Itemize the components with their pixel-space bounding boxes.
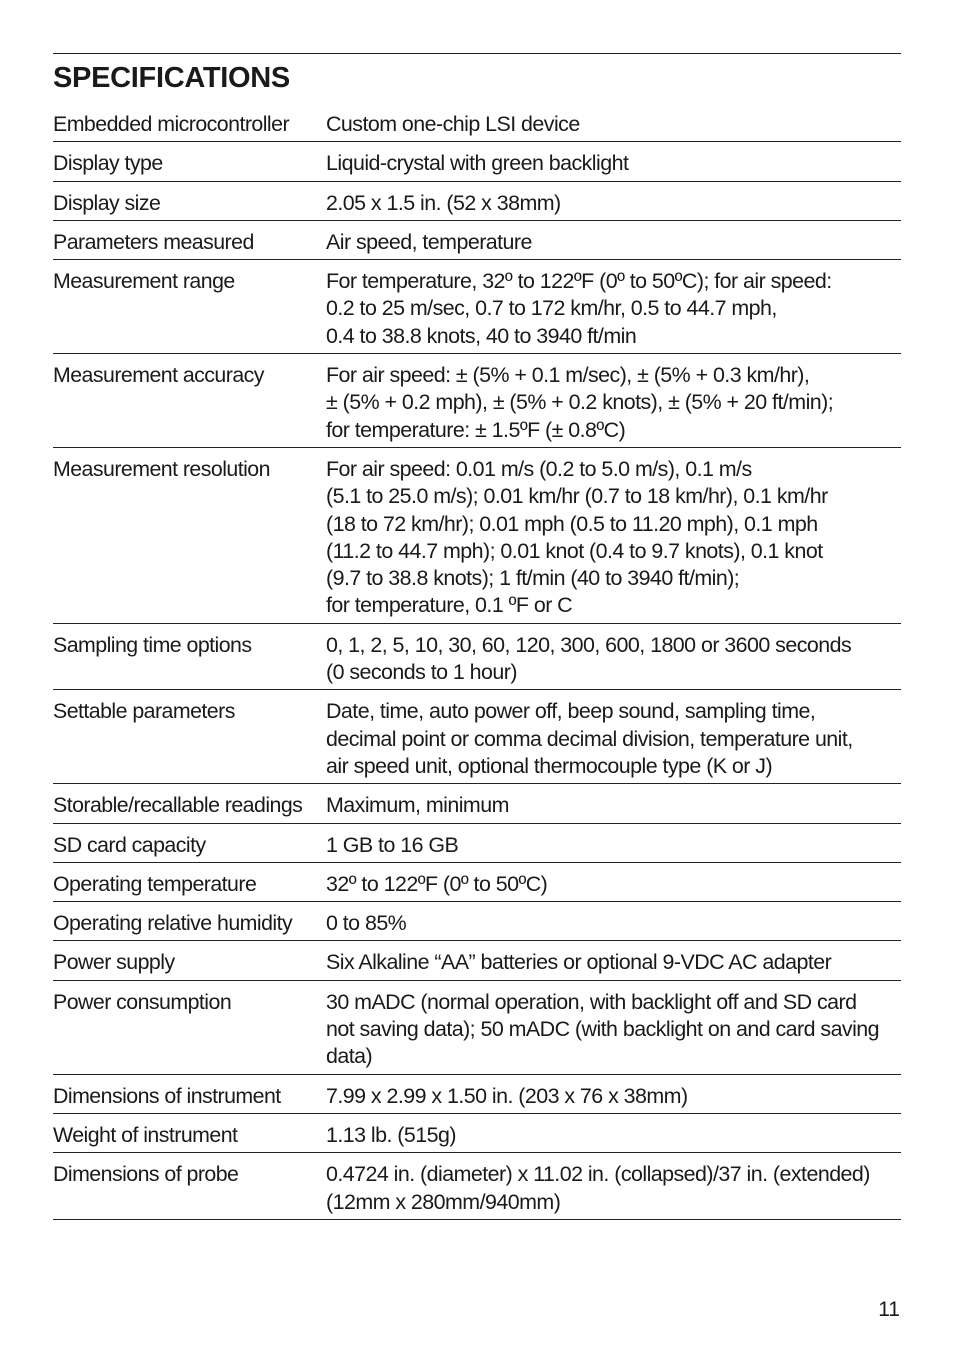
spec-label-cell <box>53 1153 326 1220</box>
spec-label-cell <box>53 690 326 784</box>
spec-label-cell <box>53 354 326 448</box>
spec-value-cell <box>326 941 901 980</box>
spec-value: Six Alkaline “AA” batteries or optional 9-VDC AC adapter <box>326 950 832 975</box>
spec-value: For air speed: 0.01 m/s (0.2 to 5.0 m/s), 0.1 m/s (5.1 to 25.0 m/s); 0.01 km/hr (0.7 to 18 km/hr), 0.1 km/hr (18 to 72 km/hr); 0.01 mph (0.5 to 11.20 mph), 0.1 mph (11.2 to 44.7 mph); 0.01 knot (0.4 to 9.7 knots), 0.1 knot (9.7 to 38.8 knots); 1 ft/min (40 to 3940 ft/min); for temperature, 0.1 ºF or C <box>326 456 828 618</box>
table-row <box>53 354 901 448</box>
table-row <box>53 941 901 980</box>
spec-value-cell <box>326 142 901 181</box>
spec-label: Parameters measured <box>53 229 254 254</box>
spec-label-cell <box>53 447 326 623</box>
spec-label: Storable/recallable readings <box>53 793 303 818</box>
spec-label: Measurement range <box>53 269 235 294</box>
spec-label-cell <box>53 1074 326 1113</box>
table-row <box>53 862 901 901</box>
spec-label-cell <box>53 784 326 823</box>
table-row <box>53 181 901 220</box>
table-row <box>53 142 901 181</box>
table-row <box>53 980 901 1074</box>
spec-label-cell <box>53 142 326 181</box>
table-row <box>53 260 901 354</box>
table-row <box>53 784 901 823</box>
spec-label-cell <box>53 862 326 901</box>
spec-value-cell <box>326 862 901 901</box>
table-row <box>53 623 901 690</box>
spec-value: 0, 1, 2, 5, 10, 30, 60, 120, 300, 600, 1800 or 3600 seconds (0 seconds to 1 hour) <box>326 632 852 685</box>
spec-label-cell <box>53 980 326 1074</box>
spec-value-cell <box>326 784 901 823</box>
spec-value: 1 GB to 16 GB <box>326 832 459 857</box>
table-row <box>53 1074 901 1113</box>
spec-label: SD card capacity <box>53 832 206 857</box>
spec-label: Measurement accuracy <box>53 363 264 388</box>
table-row <box>53 823 901 862</box>
spec-value-cell <box>326 354 901 448</box>
spec-value-cell <box>326 823 901 862</box>
table-row <box>53 1153 901 1220</box>
spec-label: Sampling time options <box>53 632 252 657</box>
spec-value: 1.13 lb. (515g) <box>326 1122 456 1147</box>
spec-label-cell <box>53 220 326 259</box>
spec-value-cell <box>326 980 901 1074</box>
spec-label: Operating relative humidity <box>53 911 293 936</box>
spec-label: Settable parameters <box>53 699 235 724</box>
spec-value: 7.99 x 2.99 x 1.50 in. (203 x 76 x 38mm) <box>326 1083 688 1108</box>
spec-label: Operating temperature <box>53 871 257 896</box>
spec-label-cell <box>53 260 326 354</box>
spec-value: Maximum, minimum <box>326 793 509 818</box>
spec-value: Custom one-chip LSI device <box>326 112 580 136</box>
spec-label-cell <box>53 941 326 980</box>
spec-value-cell <box>326 181 901 220</box>
spec-value-cell <box>326 623 901 690</box>
specifications-table <box>53 102 901 1220</box>
table-row <box>53 902 901 941</box>
spec-value: Liquid-crystal with green backlight <box>326 151 629 176</box>
table-row <box>53 220 901 259</box>
spec-value-cell <box>326 1074 901 1113</box>
spec-value-cell <box>326 102 901 142</box>
page-number: 11 <box>878 1298 900 1321</box>
spec-value-cell <box>326 902 901 941</box>
spec-value-cell <box>326 1113 901 1152</box>
specifications-table-body <box>53 102 901 1219</box>
spec-label-cell <box>53 902 326 941</box>
table-row <box>53 1113 901 1152</box>
spec-label: Display type <box>53 151 163 176</box>
spec-value-cell <box>326 447 901 623</box>
spec-label: Display size <box>53 190 161 215</box>
spec-value-cell <box>326 690 901 784</box>
spec-label: Dimensions of probe <box>53 1162 239 1187</box>
spec-label: Weight of instrument <box>53 1122 238 1147</box>
spec-label-cell <box>53 102 326 142</box>
spec-value: Air speed, temperature <box>326 229 532 254</box>
spec-label: Power consumption <box>53 989 232 1014</box>
spec-value: 0 to 85% <box>326 911 407 936</box>
spec-label: Dimensions of instrument <box>53 1083 281 1108</box>
spec-value: For air speed: ± (5% + 0.1 m/sec), ± (5% + 0.3 km/hr), ± (5% + 0.2 mph), ± (5% + 0.2 knots), ± (5% + 20 ft/min); for temperature: ± 1.5ºF (± 0.8ºC) <box>326 363 834 442</box>
table-row <box>53 447 901 623</box>
spec-label-cell <box>53 623 326 690</box>
spec-value: 32º to 122ºF (0º to 50ºC) <box>326 871 548 896</box>
spec-label-cell <box>53 1113 326 1152</box>
spec-label-cell <box>53 181 326 220</box>
spec-value: Date, time, auto power off, beep sound, sampling time, decimal point or comma decimal division, temperature unit, air speed unit, optional thermocouple type (K or J) <box>326 699 853 778</box>
spec-page <box>53 53 901 1220</box>
spec-value: 30 mADC (normal operation, with backlight off and SD card not saving data); 50 mADC (with backlight on and card saving data) <box>326 989 880 1069</box>
spec-value: For temperature, 32º to 122ºF (0º to 50ºC); for air speed: 0.2 to 25 m/sec, 0.7 to 172 km/hr, 0.5 to 44.7 mph, 0.4 to 38.8 knots, 40 to 3940 ft/min <box>326 269 832 348</box>
spec-label: Measurement resolution <box>53 456 270 481</box>
spec-label: Power supply <box>53 950 175 975</box>
spec-label: Embedded microcontroller <box>53 112 290 136</box>
table-row <box>53 690 901 784</box>
top-divider <box>53 53 901 54</box>
page-title: SPECIFICATIONS <box>53 62 290 94</box>
spec-value: 0.4724 in. (diameter) x 11.02 in. (collapsed)/37 in. (extended) (12mm x 280mm/940mm) <box>326 1162 870 1214</box>
spec-value-cell <box>326 1153 901 1220</box>
spec-value-cell <box>326 260 901 354</box>
spec-value: 2.05 x 1.5 in. (52 x 38mm) <box>326 190 561 215</box>
table-row <box>53 102 901 142</box>
spec-label-cell <box>53 823 326 862</box>
spec-value-cell <box>326 220 901 259</box>
